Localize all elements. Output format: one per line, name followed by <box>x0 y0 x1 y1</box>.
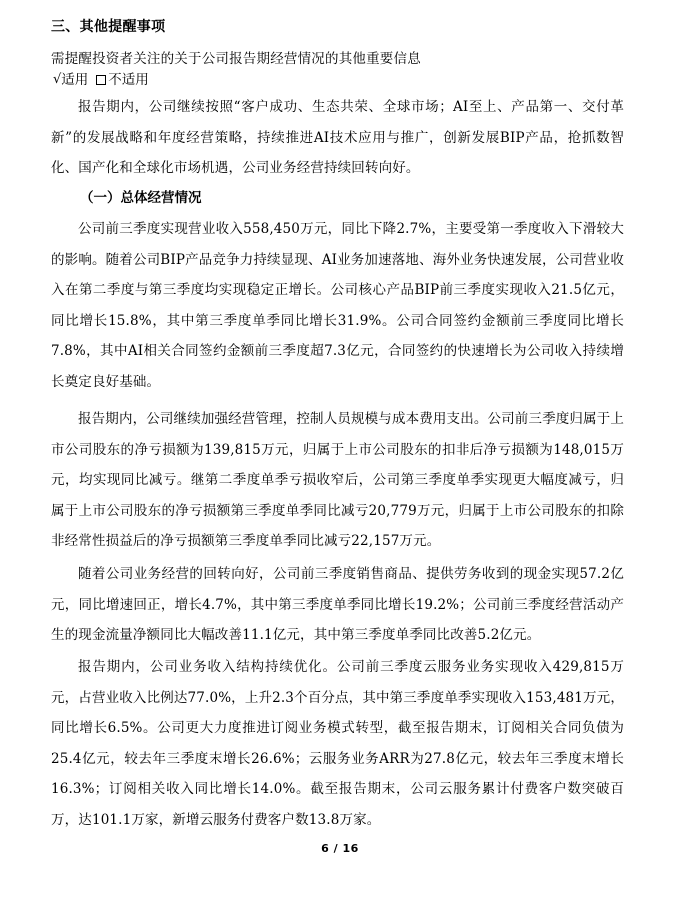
notice-text: 需提醒投资者关注的关于公司报告期经营情况的其他重要信息 <box>51 51 421 67</box>
check-mark-icon: √ <box>53 72 62 87</box>
subsection-heading: （一）总体经营情况 <box>80 190 202 206</box>
empty-checkbox-icon <box>96 75 106 85</box>
applicable-label: 适用 <box>61 72 89 88</box>
not-applicable-label: 不适用 <box>108 72 149 88</box>
cashflow-paragraph: 随着公司业务经营的回转向好，公司前三季度销售商品、提供劳务收到的现金实现57.2亿元，同比增速回正，增长4.7%，其中第三季度单季同比增长19.2%；公司前三季度经营活动产生的现金流量净额同比大幅改善11.1亿元，其中第三季度单季同比改善5.2亿元。 <box>51 566 624 644</box>
applicability-options <box>53 70 149 90</box>
profit-paragraph: 报告期内，公司继续加强经营管理，控制人员规模与成本费用支出。公司前三季度归属于上市公司股东的净亏损额为139,815万元，归属于上市公司股东的扣非后净亏损额为148,015万元，均实现同比减亏。继第二季度单季亏损收窄后，公司第三季度单季实现更大幅度减亏，归属于上市公司股东的净亏损额第三季度单季同比减亏20,779万元，归属于上市公司股东的扣除非经常性损益后的净亏损额第三季度单季同比减亏22,157万元。 <box>51 411 624 550</box>
cloud-business-paragraph: 报告期内，公司业务收入结构持续优化。公司前三季度云服务业务实现收入429,815万元，占营业收入比例达77.0%，上升2.3个百分点，其中第三季度单季实现收入153,481万元，同比增长6.5%。公司更大力度推进订阅业务模式转型，截至报告期末，订阅相关合同负债为25.4亿元，较去年三季度末增长26.6%；云服务业务ARR为27.8亿元，较去年三季度末增长16.3%；订阅相关收入同比增长14.0%。截至报告期末，公司云服务累计付费客户数突破百万，达101.1万家，新增云服务付费客户数13.8万家。 <box>51 659 624 828</box>
page-number: 6 / 16 <box>321 842 359 855</box>
intro-paragraph: 报告期内，公司继续按照“客户成功、生态共荣、全球市场；AI至上、产品第一、交付革新”的发展战略和年度经营策略，持续推进AI技术应用与推广，创新发展BIP产品，抢抓数智化、国产化和全球化市场机遇，公司业务经营持续回转向好。 <box>51 99 624 177</box>
revenue-paragraph: 公司前三季度实现营业收入558,450万元，同比下降2.7%，主要受第一季度收入下滑较大的影响。随着公司BIP产品竞争力持续显现、AI业务加速落地、海外业务快速发展，公司营业收入在第二季度与第三季度均实现稳定正增长。公司核心产品BIP前三季度实现收入21.5亿元，同比增长15.8%，其中第三季度单季同比增长31.9%。公司合同签约金额前三季度同比增长7.8%，其中AI相关合同签约金额前三季度超7.3亿元，合同签约的快速增长为公司收入持续增长奠定良好基础。 <box>51 221 624 390</box>
section-heading: 三、其他提醒事项 <box>51 19 166 35</box>
